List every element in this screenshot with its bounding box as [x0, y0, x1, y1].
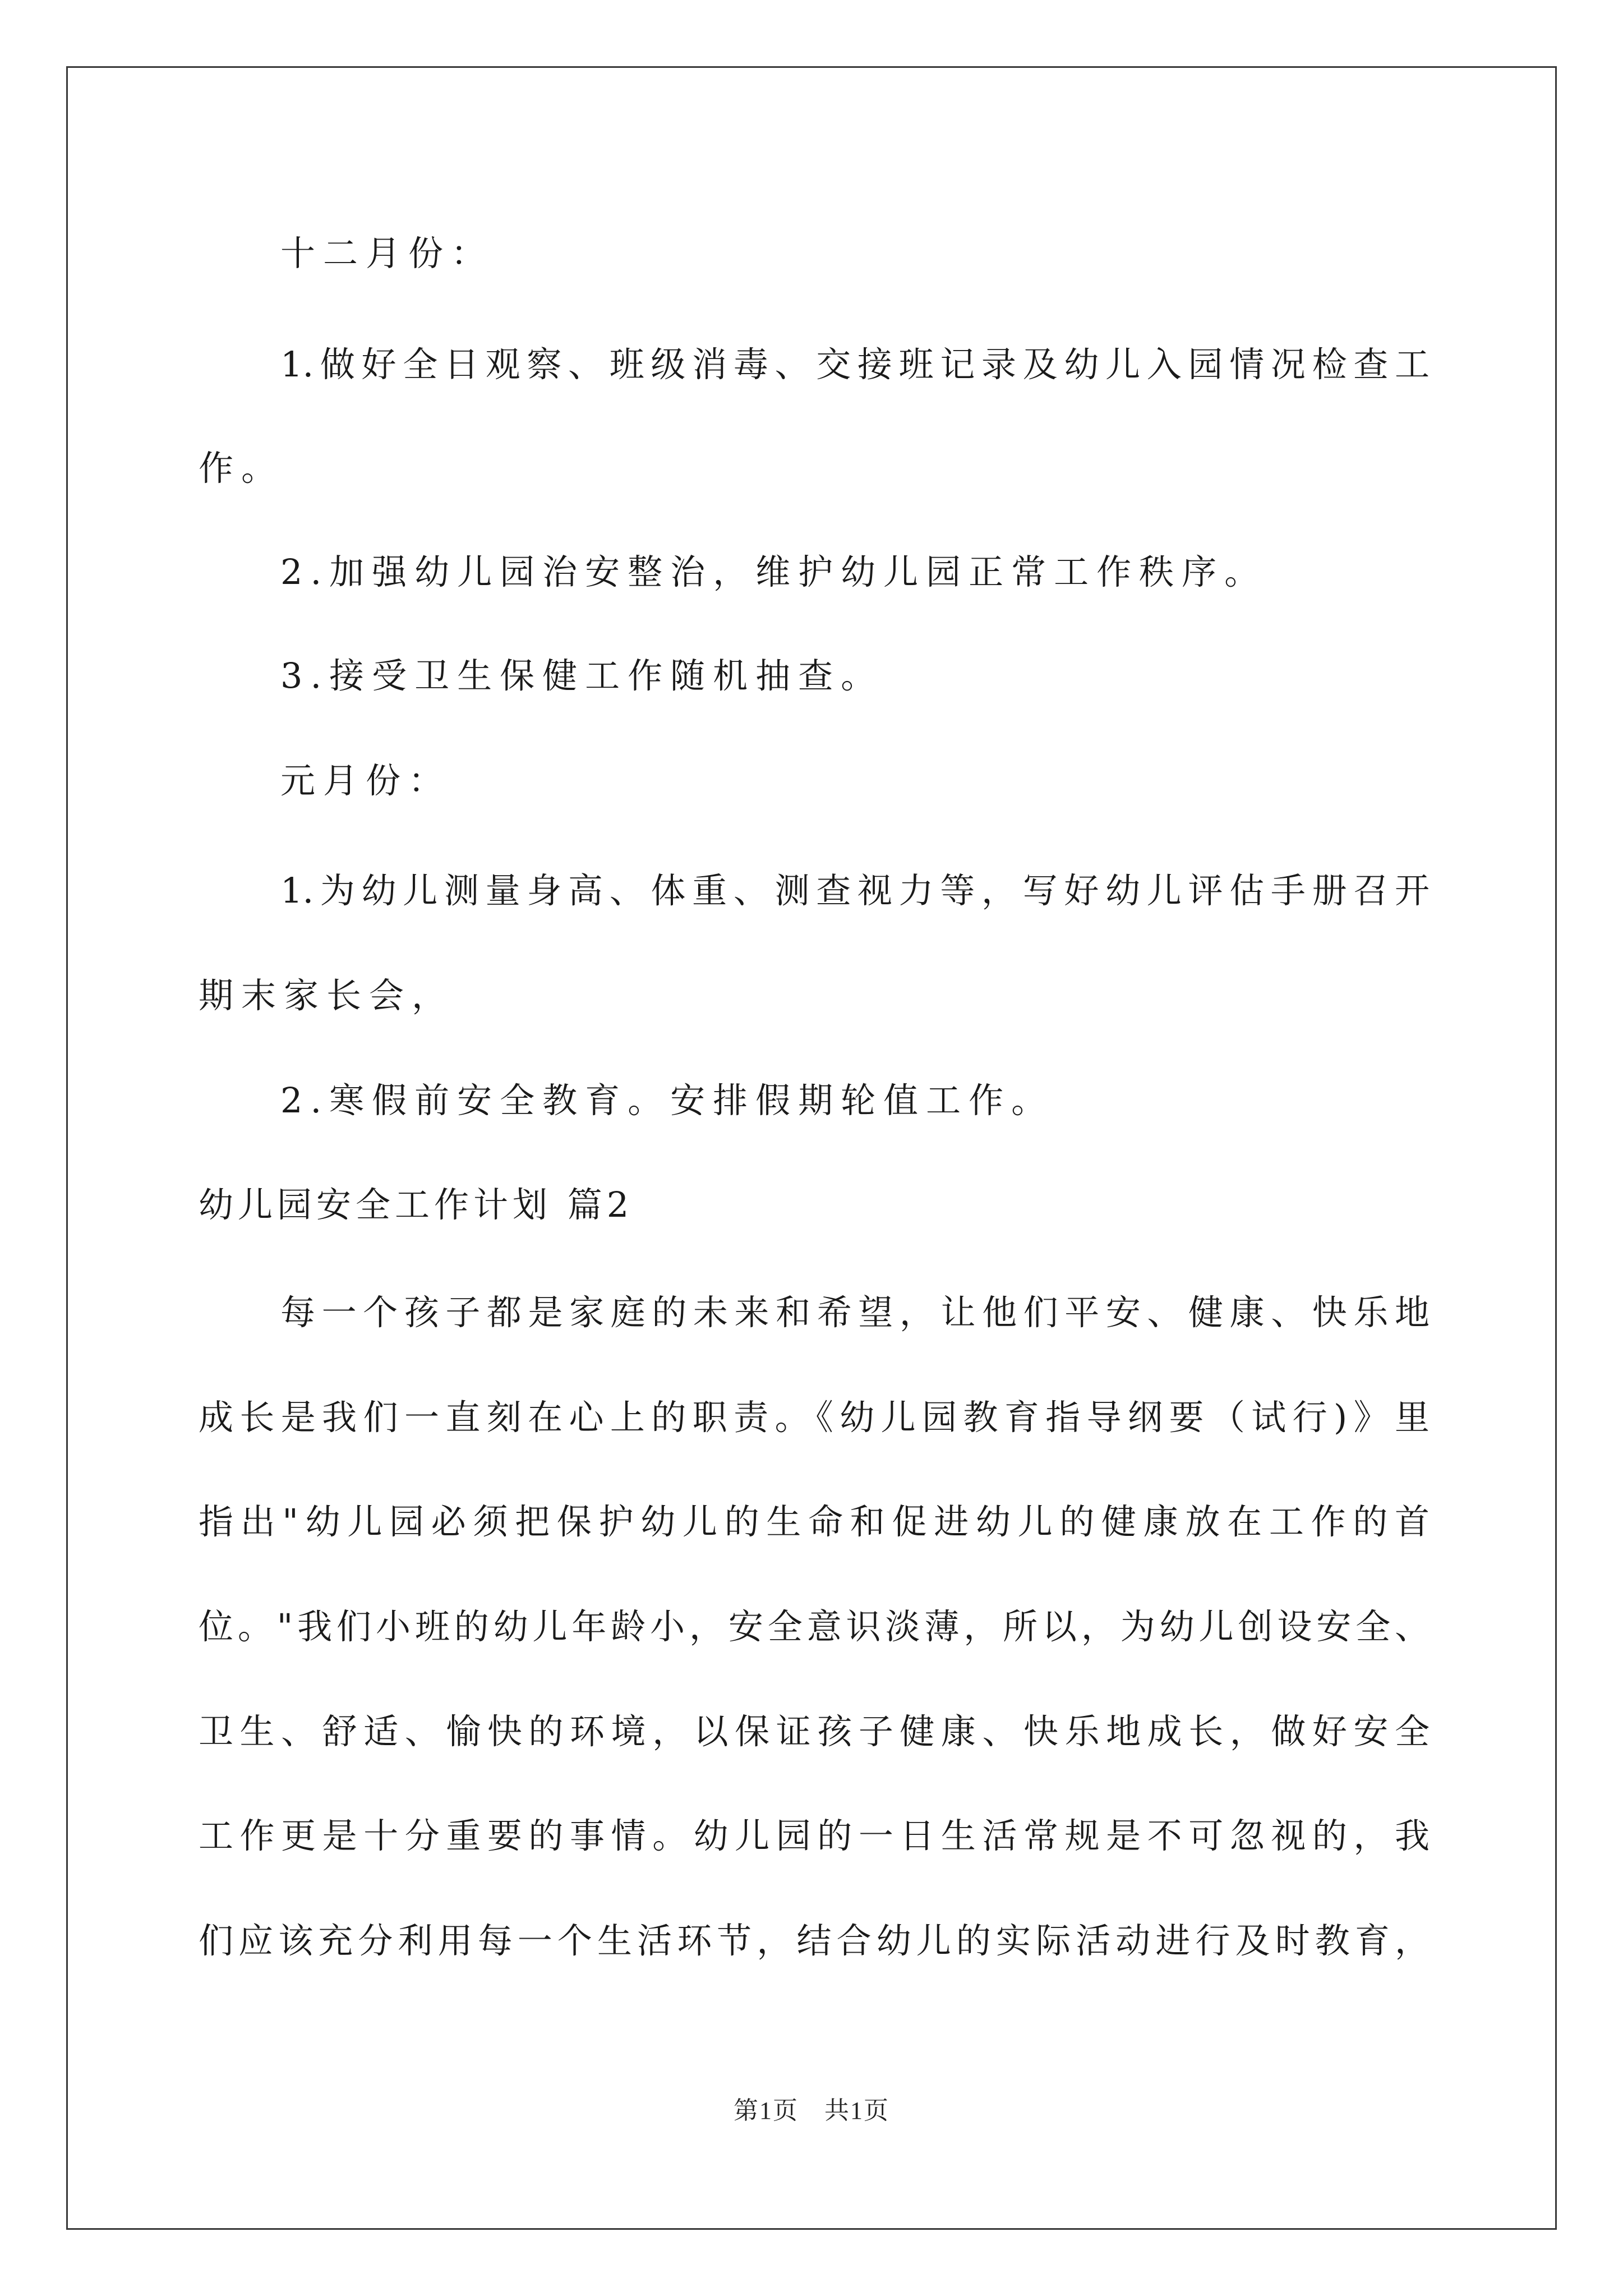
section-heading-january: 元月份： — [280, 760, 451, 801]
section-heading-december: 十二月份： — [280, 233, 494, 274]
paragraph-line: 们应该充分利用每一个生活环节，结合幼儿的实际活动进行及时教育， — [199, 1920, 1430, 1961]
paragraph-line: 位。"我们小班的幼儿年龄小，安全意识淡薄，所以，为幼儿创设安全、 — [199, 1606, 1430, 1647]
paragraph-line: 卫生、舒适、愉快的环境，以保证孩子健康、快乐地成长，做好安全 — [199, 1711, 1430, 1752]
article-heading: 幼儿园安全工作计划 篇2 — [199, 1184, 634, 1225]
paragraph-line: 每一个孩子都是家庭的未来和希望，让他们平安、健康、快乐地 — [280, 1292, 1430, 1333]
paragraph-line: 1.做好全日观察、班级消毒、交接班记录及幼儿入园情况检查工 — [280, 344, 1430, 385]
paragraph-line: 期末家长会， — [199, 975, 455, 1016]
paragraph-line: 工作更是十分重要的事情。幼儿园的一日生活常规是不可忽视的，我 — [199, 1815, 1430, 1856]
paragraph-line: 成长是我们一直刻在心上的职责。《幼儿园教育指导纲要（试行)》里 — [199, 1397, 1430, 1438]
paragraph-line: 2.加强幼儿园治安整治，维护幼儿园正常工作秩序。 — [280, 551, 1267, 592]
paragraph-line: 作。 — [199, 448, 284, 489]
paragraph-line: 指出"幼儿园必须把保护幼儿的生命和促进幼儿的健康放在工作的首 — [199, 1501, 1430, 1542]
page-number-footer: 第1页 共1页 — [734, 2097, 889, 2124]
paragraph-line: 2.寒假前安全教育。安排假期轮值工作。 — [280, 1080, 1054, 1121]
paragraph-line: 3.接受卫生保健工作随机抽查。 — [280, 655, 884, 696]
page-frame — [66, 66, 1557, 2230]
paragraph-line: 1.为幼儿测量身高、体重、测查视力等，写好幼儿评估手册召开 — [280, 870, 1430, 911]
